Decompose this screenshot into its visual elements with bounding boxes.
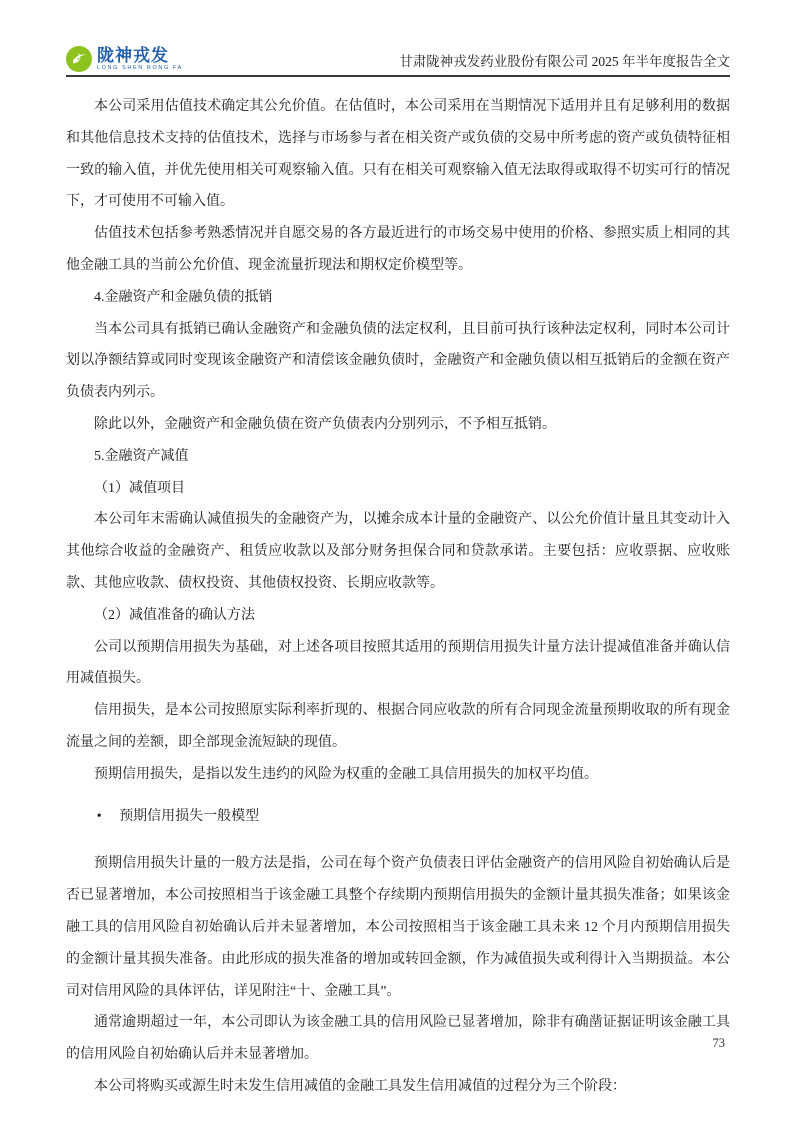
paragraph-valuation-methods: 估值技术包括参考熟悉情况并自愿交易的各方最近进行的市场交易中使用的价格、参照实质上相同的其他金融工具的当前公允价值、现金流量折现法和期权定价模型等。 bbox=[66, 226, 730, 273]
heading-section-5: 5.金融资产减值 bbox=[94, 448, 189, 464]
paragraph-offset-rights: 当本公司具有抵销已确认金融资产和金融负债的法定权利，且目前可执行该种法定权利，同时本公司计划以净额结算或同时变现该金融资产和清偿该金融负债时，金融资产和金融负债以相互抵销后的金额在资产负债表内列示。 bbox=[66, 321, 730, 401]
logo-brand-en: LONG SHEN RONG FA bbox=[97, 64, 183, 71]
heading-provision-method: （2）减值准备的确认方法 bbox=[94, 607, 255, 623]
page-number: 73 bbox=[712, 1036, 725, 1050]
bullet-icon: • bbox=[96, 808, 102, 824]
logo-text-block bbox=[97, 47, 183, 72]
logo-brand-cn: 陇神戎发 bbox=[97, 45, 169, 65]
logo-circle-icon bbox=[66, 46, 92, 72]
list-item-ecl-general-model bbox=[66, 801, 730, 833]
paragraph-no-offset: 除此以外，金融资产和金融负债在资产负债表内分别列示，不予相互抵销。 bbox=[94, 416, 556, 432]
paragraph-overdue-one-year: 通常逾期超过一年，本公司即认为该金融工具的信用风险已显著增加，除非有确凿证据证明该金融工具的信用风险自初始确认后并未显著增加。 bbox=[66, 1015, 730, 1063]
paragraph-credit-loss-def: 信用损失，是本公司按照原实际利率折现的、根据合同应收款的所有合同现金流量预期收取的所有现金流量之间的差额，即全部现金流短缺的现值。 bbox=[66, 703, 730, 750]
report-body bbox=[66, 91, 730, 1103]
heading-section-4: 4.金融资产和金融负债的抵销 bbox=[94, 289, 273, 305]
paragraph-ecl-general-method: 预期信用损失计量的一般方法是指，公司在每个资产负债表日评估金融资产的信用风险自初始确认后是否已显著增加，本公司按照相当于该金融工具整个存续期内预期信用损失的金额计量其损失准备；如果该金融工具的信用风险自初始确认后并未显著增加，本公司按照相当于该金融工具未来 12 个月内预期信用损失的金额计量其损失准备。由此形成的损失准备的增加或转回金额，作为减值损失或利得计入当期损益。本公司对信用风险的具体评估，详见附注“十、金融工具”。 bbox=[66, 856, 730, 999]
list-item-label: 预期信用损失一般模型 bbox=[119, 808, 260, 824]
paragraph-valuation-technique: 本公司采用估值技术确定其公允价值。在估值时，本公司采用在当期情况下适用并且有足够利用的数据和其他信息技术支持的估值技术，选择与市场参与者在相关资产或负债的交易中所考虑的资产或负债特征相一致的输入值，并优先使用相关可观察输入值。只有在相关可观察输入值无法取得或取得不切实可行的情况下，才可使用不可输入值。 bbox=[66, 99, 730, 210]
page-header bbox=[66, 46, 730, 77]
document-title: 甘肃陇神戎发药业股份有限公司 2025 年半年度报告全文 bbox=[399, 54, 730, 69]
heading-impairment-items: （1）减值项目 bbox=[94, 480, 185, 496]
paragraph-impairment-scope: 本公司年末需确认减值损失的金融资产为，以摊余成本计量的金融资产、以公允价值计量且其变动计入其他综合收益的金融资产、租赁应收款以及部分财务担保合同和贷款承诺。主要包括：应收票据、应收账款、其他应收款、债权投资、其他债权投资、长期应收款等。 bbox=[66, 512, 730, 591]
paragraph-three-stages: 本公司将购买或源生时未发生信用减值的金融工具发生信用减值的过程分为三个阶段： bbox=[94, 1078, 626, 1094]
paragraph-ecl-basis: 公司以预期信用损失为基础，对上述各项目按照其适用的预期信用损失计量方法计提减值准备并确认信用减值损失。 bbox=[66, 639, 730, 687]
paragraph-ecl-def: 预期信用损失，是指以发生违约的风险为权重的金融工具信用损失的加权平均值。 bbox=[94, 766, 598, 782]
company-logo bbox=[66, 46, 183, 72]
